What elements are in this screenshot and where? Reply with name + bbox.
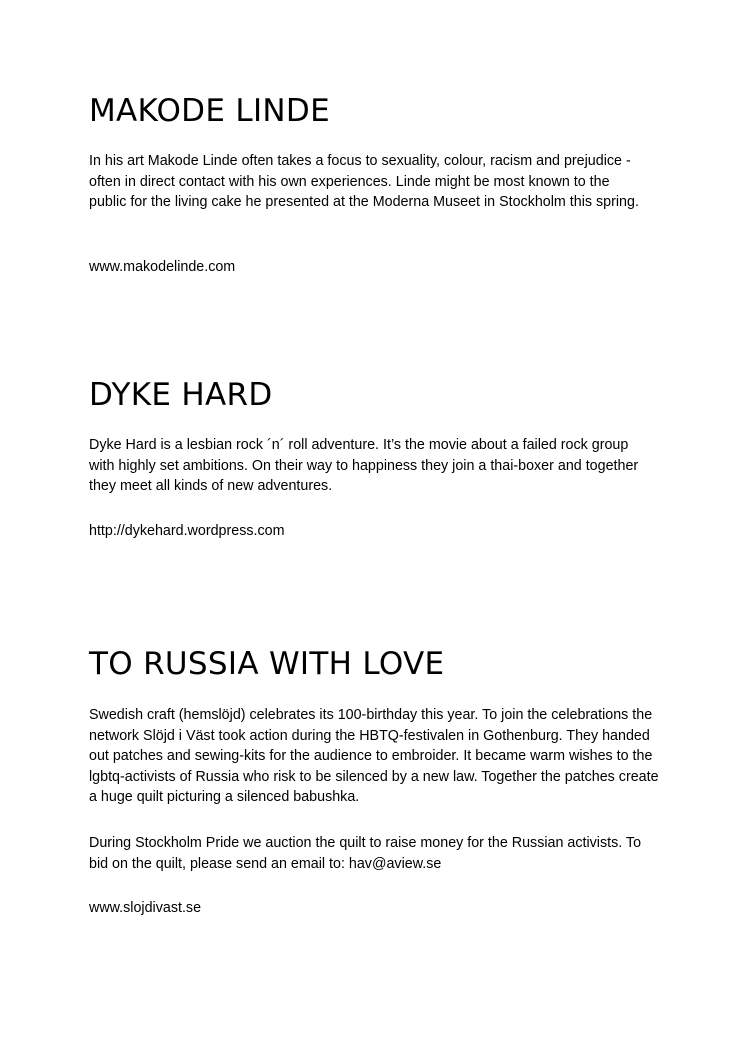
section-paragraph: In his art Makode Linde often takes a focus to sexuality, colour, racism and prejudice - often in direct contact with his own experiences. Linde might be most known to the public for the living cake he presented at the Moderna Museet in Stockholm this spring. (89, 153, 639, 210)
website-link[interactable]: www.slojdivast.se (89, 900, 202, 916)
section-paragraph: Dyke Hard is a lesbian rock ´n´ roll adventure. It’s the movie about a failed rock group with highly set ambitions. On their way to happiness they join a thai-boxer and together they meet all kinds of new adventures. (89, 437, 639, 494)
website-link[interactable]: www.makodelinde.com (89, 259, 236, 275)
section-title: TO RUSSIA WITH LOVE (89, 646, 445, 682)
website-link[interactable]: http://dykehard.wordpress.com (89, 523, 285, 539)
section-paragraph: During Stockholm Pride we auction the quilt to raise money for the Russian activists. To bid on the quilt, please send an email to: hav@aview.se (89, 835, 642, 872)
section-title: DYKE HARD (89, 377, 273, 413)
section-paragraph: Swedish craft (hemslöjd) celebrates its 100-birthday this year. To join the celebrations the network Slöjd i Väst took action during the HBTQ-festivalen in Gothenburg. They handed out patches and sewing-kits for the audience to embroider. It became warm wishes to the lgbtq-activists of Russia who risk to be silenced by a new law. Together the patches create a huge quilt picturing a silenced babushka. (89, 707, 659, 805)
section-title: MAKODE LINDE (89, 93, 330, 129)
